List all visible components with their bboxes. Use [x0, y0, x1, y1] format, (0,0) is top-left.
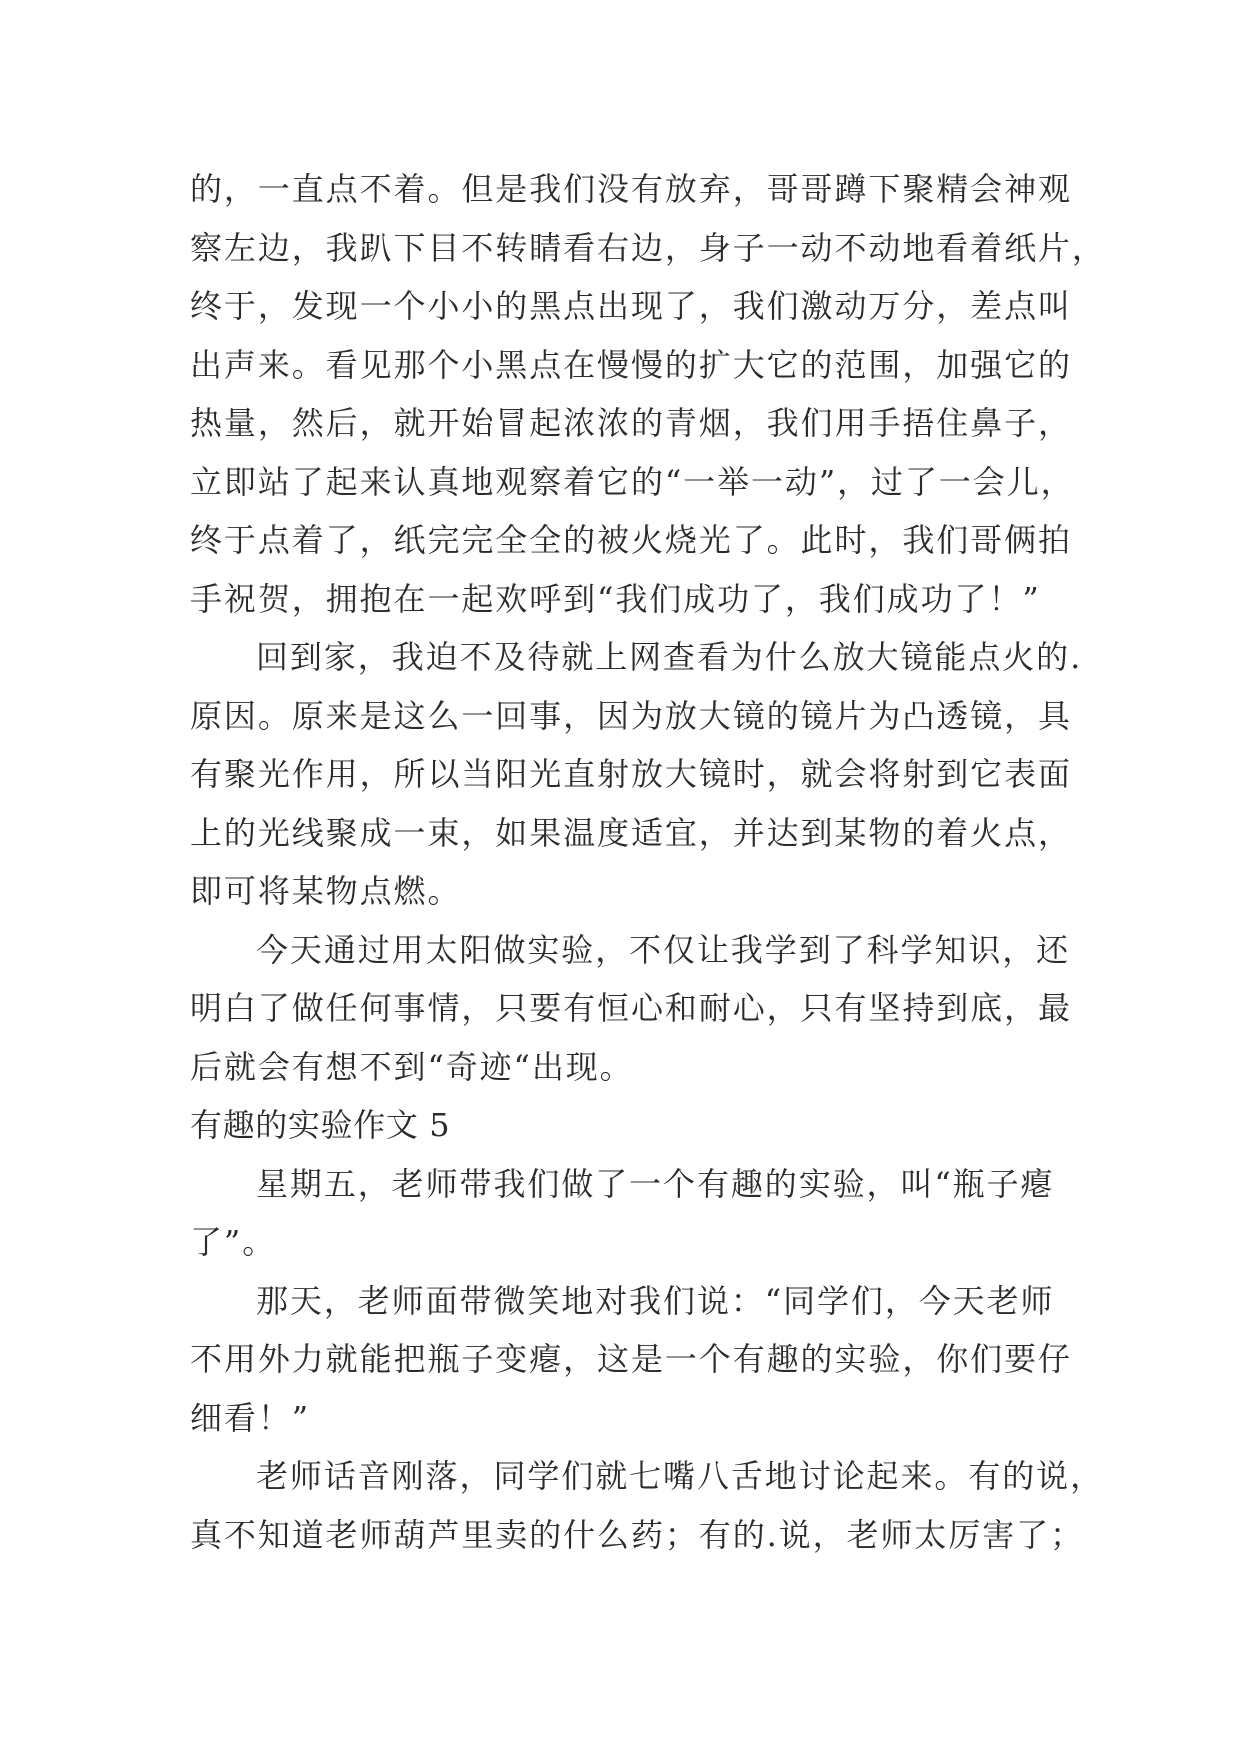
text-line: 立即站了起来认真地观察着它的“一举一动”，过了一会儿，	[190, 462, 1075, 501]
text-line: 那天，老师面带微笑地对我们说：“同学们，今天老师	[256, 1281, 1055, 1320]
text-line: 上的光线聚成一束，如果温度适宜，并达到某物的着火点，	[190, 813, 1072, 852]
text-line: 细看！”	[190, 1398, 311, 1437]
text-line: 即可将某物点燃。	[190, 872, 462, 910]
text-line: 星期五，老师带我们做了一个有趣的实验，叫“瓶子瘪	[256, 1164, 1055, 1203]
document-body	[190, 160, 1106, 1564]
text-line: 热量，然后，就开始冒起浓浓的青烟，我们用手捂住鼻子，	[190, 404, 1072, 442]
section-heading: 有趣的实验作文 5	[190, 1106, 451, 1144]
text-line: 今天通过用太阳做实验，不仅让我学到了科学知识，还	[256, 930, 1071, 969]
text-line: 真不知道老师葫芦里卖的什么药；有的.说，老师太厉害了；	[190, 1515, 1085, 1554]
text-line: 出声来。看见那个小黑点在慢慢的扩大它的范围，加强它的	[190, 345, 1072, 384]
text-line: 后就会有想不到“奇迹“出现。	[190, 1047, 634, 1086]
text-line: 明白了做任何事情，只要有恒心和耐心，只有坚持到底，最	[190, 989, 1072, 1027]
text-line: 回到家，我迫不及待就上网查看为什么放大镜能点火的.	[256, 638, 1083, 676]
text-line: 原因。原来是这么一回事，因为放大镜的镜片为凸透镜，具	[190, 696, 1072, 735]
text-line: 不用外力就能把瓶子变瘪，这是一个有趣的实验，你们要仔	[190, 1340, 1072, 1378]
text-line: 终于点着了，纸完完全全的被火烧光了。此时，我们哥俩拍	[190, 521, 1072, 559]
text-line: 有聚光作用，所以当阳光直射放大镜时，就会将射到它表面	[190, 755, 1072, 793]
text-line: 手祝贺，拥抱在一起欢呼到“我们成功了，我们成功了！”	[190, 579, 1041, 618]
text-line: 了”。	[190, 1223, 277, 1261]
text-line: 老师话音刚落，同学们就七嘴八舌地讨论起来。有的说，	[256, 1457, 1105, 1495]
text-line: 终于，发现一个小小的黑点出现了，我们激动万分，差点叫	[190, 287, 1072, 325]
text-line: 察左边，我趴下目不转睛看右边，身子一动不动地看着纸片，	[190, 228, 1106, 267]
text-line: 的，一直点不着。但是我们没有放弃，哥哥蹲下聚精会神观	[190, 170, 1072, 208]
